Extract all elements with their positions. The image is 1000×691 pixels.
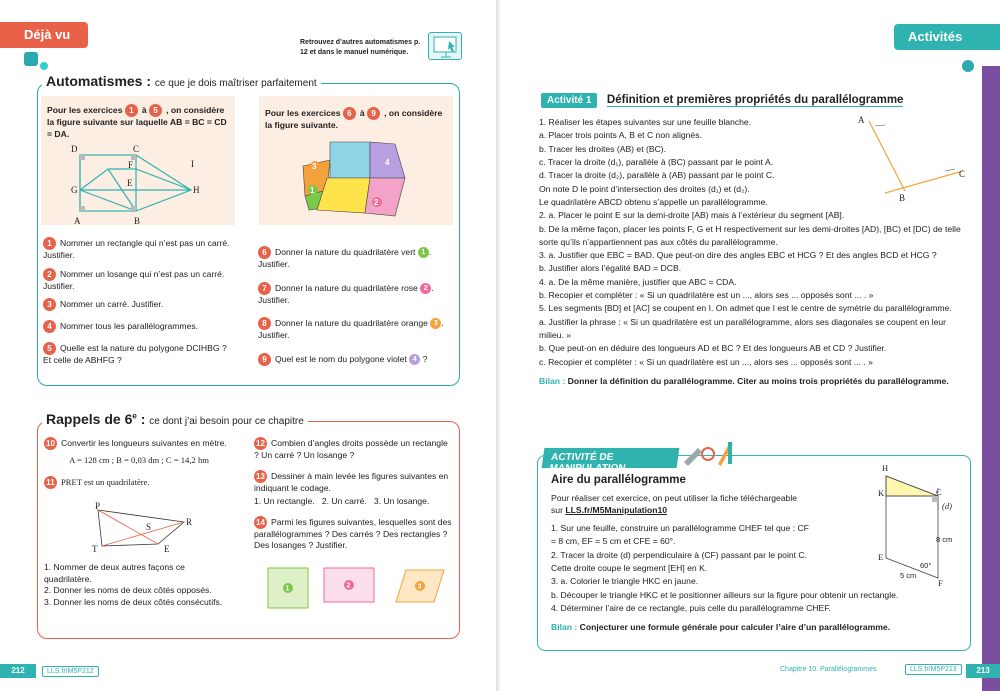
svg-text:E: E [164, 544, 170, 554]
deco-dot [40, 62, 48, 70]
pret-figure [88, 500, 198, 556]
svg-text:F: F [938, 578, 943, 588]
automatismes-heading: Automatismes : ce que je dois maîtriser parfaitement [42, 73, 321, 89]
svg-text:S: S [146, 522, 152, 532]
pt-E: E [127, 178, 133, 188]
poly-1: 1 [310, 186, 315, 195]
footer-link-left[interactable]: LLS.fr/M5P212 [42, 666, 99, 677]
activites-tag: Activités [894, 24, 1000, 50]
activity1-body: 1. Réaliser les étapes suivantes sur une feuille blanche. a. Placer trois points A, B et C non alignés. b. Tracer les droites (AB) et (BC). c. Tracer la droite (d₁), parallèle à (BC) passant par le point A. d. Tracer la droite (d₂), parallèle à (AB) passant par le point C. On note D le point d’intersection des droites (d₁) et (d₂). Le quadrilatère ABCD obtenu s’appelle un parallélogramme. 2. a. Placer le point E sur la demi-droite [AB) mais à l’extérieur du segment [AB]. b. De la même façon, placer les points F, G et H respectivement sur les demi-droites [AD), [BC) et [DC) de telle sorte qu’ils n’appartiennent pas aux côtés du parallélogramme. 3. a. Justifier que EBC = BAD. Que peut-on dire des angles EBC et HCG ? Et des angles BCD et HCG ? b. Justifier alors l’égalité BAD = DCB. 4. a. De la même manière, justifier que ABC = CDA. b. Recopier et compléter : « Si un quadrilatère est un ..., alors ses ... opposés sont ... . » 5. Les segments [BD] et [AC] se coupent en I. On admet que I est le centre de symétrie du parallélogramme. a. Justifier la phrase : « Si un quadrilatère est un parallélogramme, alors ses diagonales se coupent en leur milieu. » b. Que peut-on en déduire des longueurs AD et BC ? Et des longueurs AB et CD ? Justifier. c. Recopier et compléter : « Si un quadrilatère est un ..., alors ses ... opposés sont ... . » Bilan : Donner la définition du parallélogramme. Citer au moins trois propriétés du parallélogramme. [539, 117, 961, 386]
deja-vu-tag: Déjà vu [0, 22, 88, 48]
ex2-intro: Pour les exercices 6 à 9 , on considère la figure suivante. [265, 108, 443, 130]
svg-text:1: 1 [285, 585, 290, 593]
footer-link-right[interactable]: LLS.fr/M5P213 [905, 664, 962, 675]
polygon-figure [295, 138, 415, 228]
retrouvez-note: Retrouvez d’autres automatismes p. 12 et dans le manuel numérique. [300, 39, 421, 56]
manip-title: Aire du parallélogramme [551, 474, 686, 486]
fig1-panel [41, 96, 235, 225]
q11-items: 1. Nommer de deux autres façons ce quadrilatère. 2. Donner les noms de deux côtés opposés. 3. Donner les noms de deux côtés consécutifs. [44, 562, 223, 607]
manipulation-tag: ACTIVITÉ DE MANIPULATION [542, 448, 680, 468]
svg-text:R: R [186, 517, 193, 527]
questions-1-5: 1 Nommer un rectangle qui n’est pas un carré. Justifier. 2 Nommer un losange qui n’est pas un carré. Justifier. 3 Nommer un carré. Justifier. 4 Nommer tous les parallélogrammes. 5 Quelle est la nature du polygone DCIHBG ? Et celle de ABHFG ? [43, 238, 230, 366]
manip-link[interactable]: LLS.fr/M5Manipulation10 [565, 504, 668, 515]
deco-dot-right [962, 60, 974, 72]
pt-A: A [74, 216, 81, 226]
ex1-intro: Pour les exercices 1 à 5 , on considère la figure suivante sur laquelle AB = BC = CD = DA. [47, 105, 227, 139]
manip-intro: Pour réaliser cet exercice, on peut utiliser la fiche téléchargeable sur LLS.fr/M5Manipulation10 [551, 493, 798, 515]
pt-D: D [71, 144, 78, 154]
manip-figure [870, 460, 965, 590]
deco-square [24, 52, 38, 66]
svg-text:E: E [878, 552, 884, 562]
svg-text:C: C [959, 169, 966, 179]
svg-text:T: T [92, 544, 98, 554]
pt-B: B [134, 216, 141, 226]
svg-text:5 cm: 5 cm [900, 571, 917, 580]
pt-C: C [133, 144, 140, 154]
pt-I: I [191, 159, 194, 169]
tools-icon [680, 436, 740, 471]
svg-text:8 cm: 8 cm [936, 535, 953, 544]
footer-chapter: Chapitre 10. Parallélogrammes [780, 666, 877, 673]
activity1-figure [855, 113, 970, 203]
manip-body: 1. Sur une feuille, construire un parallélogramme CHEF tel que : CF = 8 cm, EF = 5 cm et CFE = 60°. 2. Tracer la droite (d) perpendiculaire à (CF) passant par le point C. Cette droite coupe le segment [EH] en K. 3. a. Colorier le triangle HKC en jaune. b. Découper le triangle HKC et le positionner ailleurs sur la figure pour obtenir un rectangle. 4. Déterminer l’aire de ce rectangle, puis celle du parallélogramme CHEF. Bilan : Conjecturer une formule générale pour calculer l’aire d’un parallélogramme. [551, 523, 899, 633]
svg-text:2: 2 [346, 582, 351, 590]
pt-H: H [193, 185, 200, 195]
poly-3: 3 [312, 162, 317, 171]
monitor-icon[interactable] [428, 32, 462, 60]
questions-10-11: 10 Convertir les longueurs suivantes en mètre. A = 128 cm ; B = 0,03 dm ; C = 14,2 hm 11 PRET est un quadrilatère. [44, 437, 234, 489]
questions-6-9: 6 Donner la nature du quadrilatère vert 1 . Justifier. 7 Donner la nature du quadrilatère rose 2 . Justifier. 8 Donner la nature du quadrilatère orange 3 . Justifier. 9 Quel est le nom du polygone violet 4 ? [258, 247, 444, 364]
pt-F: F [128, 160, 134, 170]
activity1-header: Activité 1 Définition et premières propriétés du parallélogramme [541, 90, 903, 108]
svg-text:(d): (d) [942, 501, 952, 511]
purple-edge [982, 66, 1000, 691]
svg-text:A: A [858, 115, 865, 125]
pt-G: G [71, 185, 78, 195]
poly-2: 2 [374, 198, 379, 207]
svg-text:3: 3 [417, 583, 422, 591]
svg-text:H: H [882, 463, 889, 473]
svg-text:B: B [899, 193, 906, 203]
rappels-heading: Rappels de 6e : ce dont j’ai besoin pour ce chapitre [42, 411, 308, 427]
poly-4: 4 [385, 158, 390, 167]
q14-figures [264, 562, 454, 612]
page-number-left: 212 [0, 664, 36, 678]
svg-text:K: K [878, 488, 885, 498]
svg-text:P: P [95, 501, 101, 511]
page-number-right: 213 [966, 664, 1000, 678]
svg-text:C: C [936, 487, 942, 497]
svg-text:60°: 60° [920, 561, 932, 570]
left-page [0, 0, 498, 691]
questions-12-14: 12 Combien d’angles droits possède un rectangle ? Un carré ? Un losange ? 13 Dessiner à main levée les figures suivantes en indiquant le codage. 1. Un rectangle. 2. Un carré. 3. Un losange. 14 Parmi les figures suivantes, lesquelles sont des parallélogrammes ? Des carrés ? Des rectangles ? Des losanges ? Justifier. [254, 438, 452, 551]
square-figure [41, 144, 235, 226]
